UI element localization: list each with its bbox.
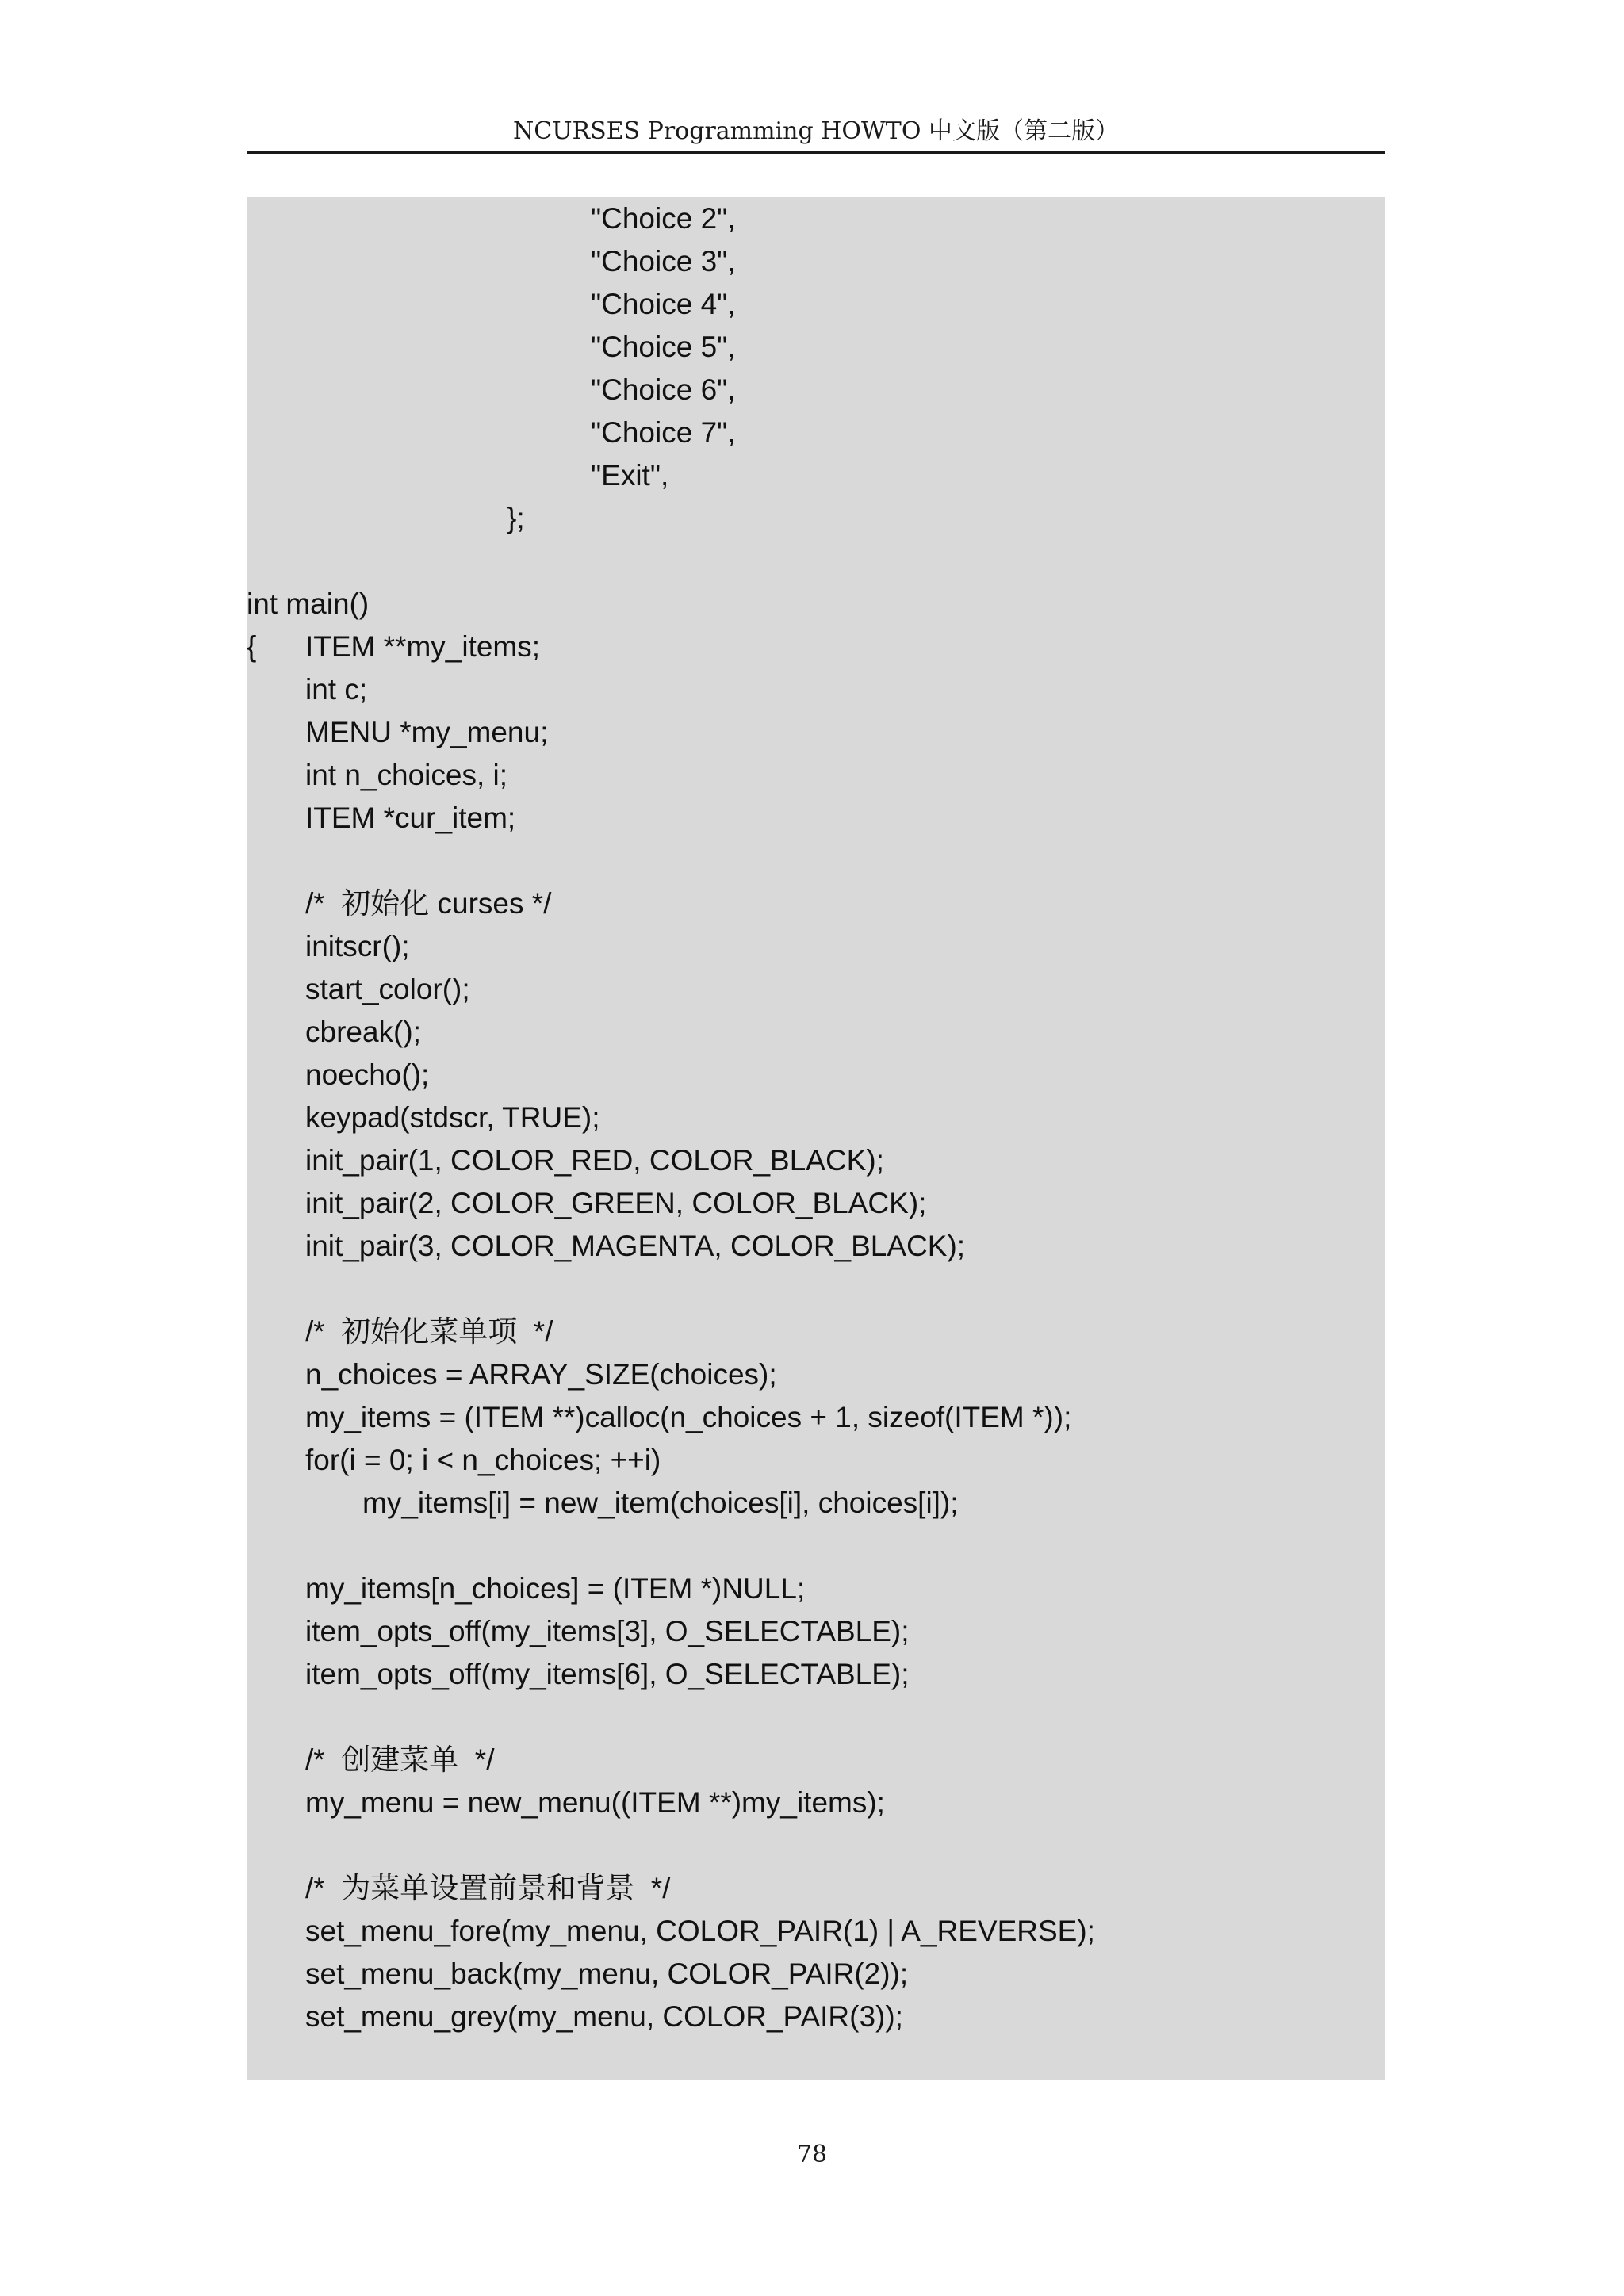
code-line: int c; — [305, 673, 368, 706]
code-line: set_menu_fore(my_menu, COLOR_PAIR(1) | A_REVERSE); — [305, 1915, 1095, 1947]
code-line: cbreak(); — [305, 1016, 421, 1048]
code-comment: /* 创建菜单 */ — [305, 1743, 495, 1776]
code-line: keypad(stdscr, TRUE); — [305, 1101, 600, 1134]
code-line: "Choice 7", — [591, 416, 736, 449]
code-line: MENU *my_menu; — [305, 716, 549, 748]
code-line: my_items = (ITEM **)calloc(n_choices + 1, sizeof(ITEM *)); — [305, 1401, 1072, 1433]
code-line: my_items[i] = new_item(choices[i], choices[i]); — [362, 1487, 959, 1519]
code-line: "Choice 2", — [591, 202, 736, 235]
code-line: "Exit", — [591, 459, 669, 492]
code-line: initscr(); — [305, 930, 410, 962]
code-line: "Choice 6", — [591, 373, 736, 406]
page-header: NCURSES Programming HOWTO 中文版（第二版） — [247, 112, 1385, 154]
page-number: 78 — [796, 2141, 828, 2168]
code-line: set_menu_grey(my_menu, COLOR_PAIR(3)); — [305, 2000, 903, 2033]
code-line: "Choice 3", — [591, 245, 736, 277]
code-line: start_color(); — [305, 973, 470, 1005]
code-line: "Choice 5", — [591, 331, 736, 363]
code-line: item_opts_off(my_items[6], O_SELECTABLE); — [305, 1658, 910, 1690]
code-comment: /* 初始化 curses */ — [305, 887, 552, 920]
code-line: "Choice 4", — [591, 288, 736, 320]
code-line: int n_choices, i; — [305, 759, 508, 791]
code-line: set_menu_back(my_menu, COLOR_PAIR(2)); — [305, 1957, 909, 1990]
code-comment: /* 为菜单设置前景和背景 */ — [305, 1872, 671, 1904]
code-line: my_items[n_choices] = (ITEM *)NULL; — [305, 1572, 806, 1605]
code-line: for(i = 0; i < n_choices; ++i) — [305, 1444, 661, 1476]
code-line: ITEM *cur_item; — [305, 802, 516, 834]
code-line: my_menu = new_menu((ITEM **)my_items); — [305, 1786, 885, 1819]
open-brace: { — [247, 630, 257, 663]
code-line: }; — [507, 502, 525, 534]
code-comment: /* 初始化菜单项 */ — [305, 1315, 553, 1348]
code-line: int main() — [247, 587, 370, 620]
code-line: init_pair(3, COLOR_MAGENTA, COLOR_BLACK); — [305, 1230, 966, 1262]
code-line: ITEM **my_items; — [305, 630, 541, 663]
code-line: init_pair(2, COLOR_GREEN, COLOR_BLACK); — [305, 1187, 927, 1219]
code-line: init_pair(1, COLOR_RED, COLOR_BLACK); — [305, 1144, 884, 1177]
code-line: n_choices = ARRAY_SIZE(choices); — [305, 1358, 777, 1391]
code-listing — [247, 197, 1385, 2080]
code-line: item_opts_off(my_items[3], O_SELECTABLE); — [305, 1615, 910, 1647]
code-line: noecho(); — [305, 1058, 430, 1091]
